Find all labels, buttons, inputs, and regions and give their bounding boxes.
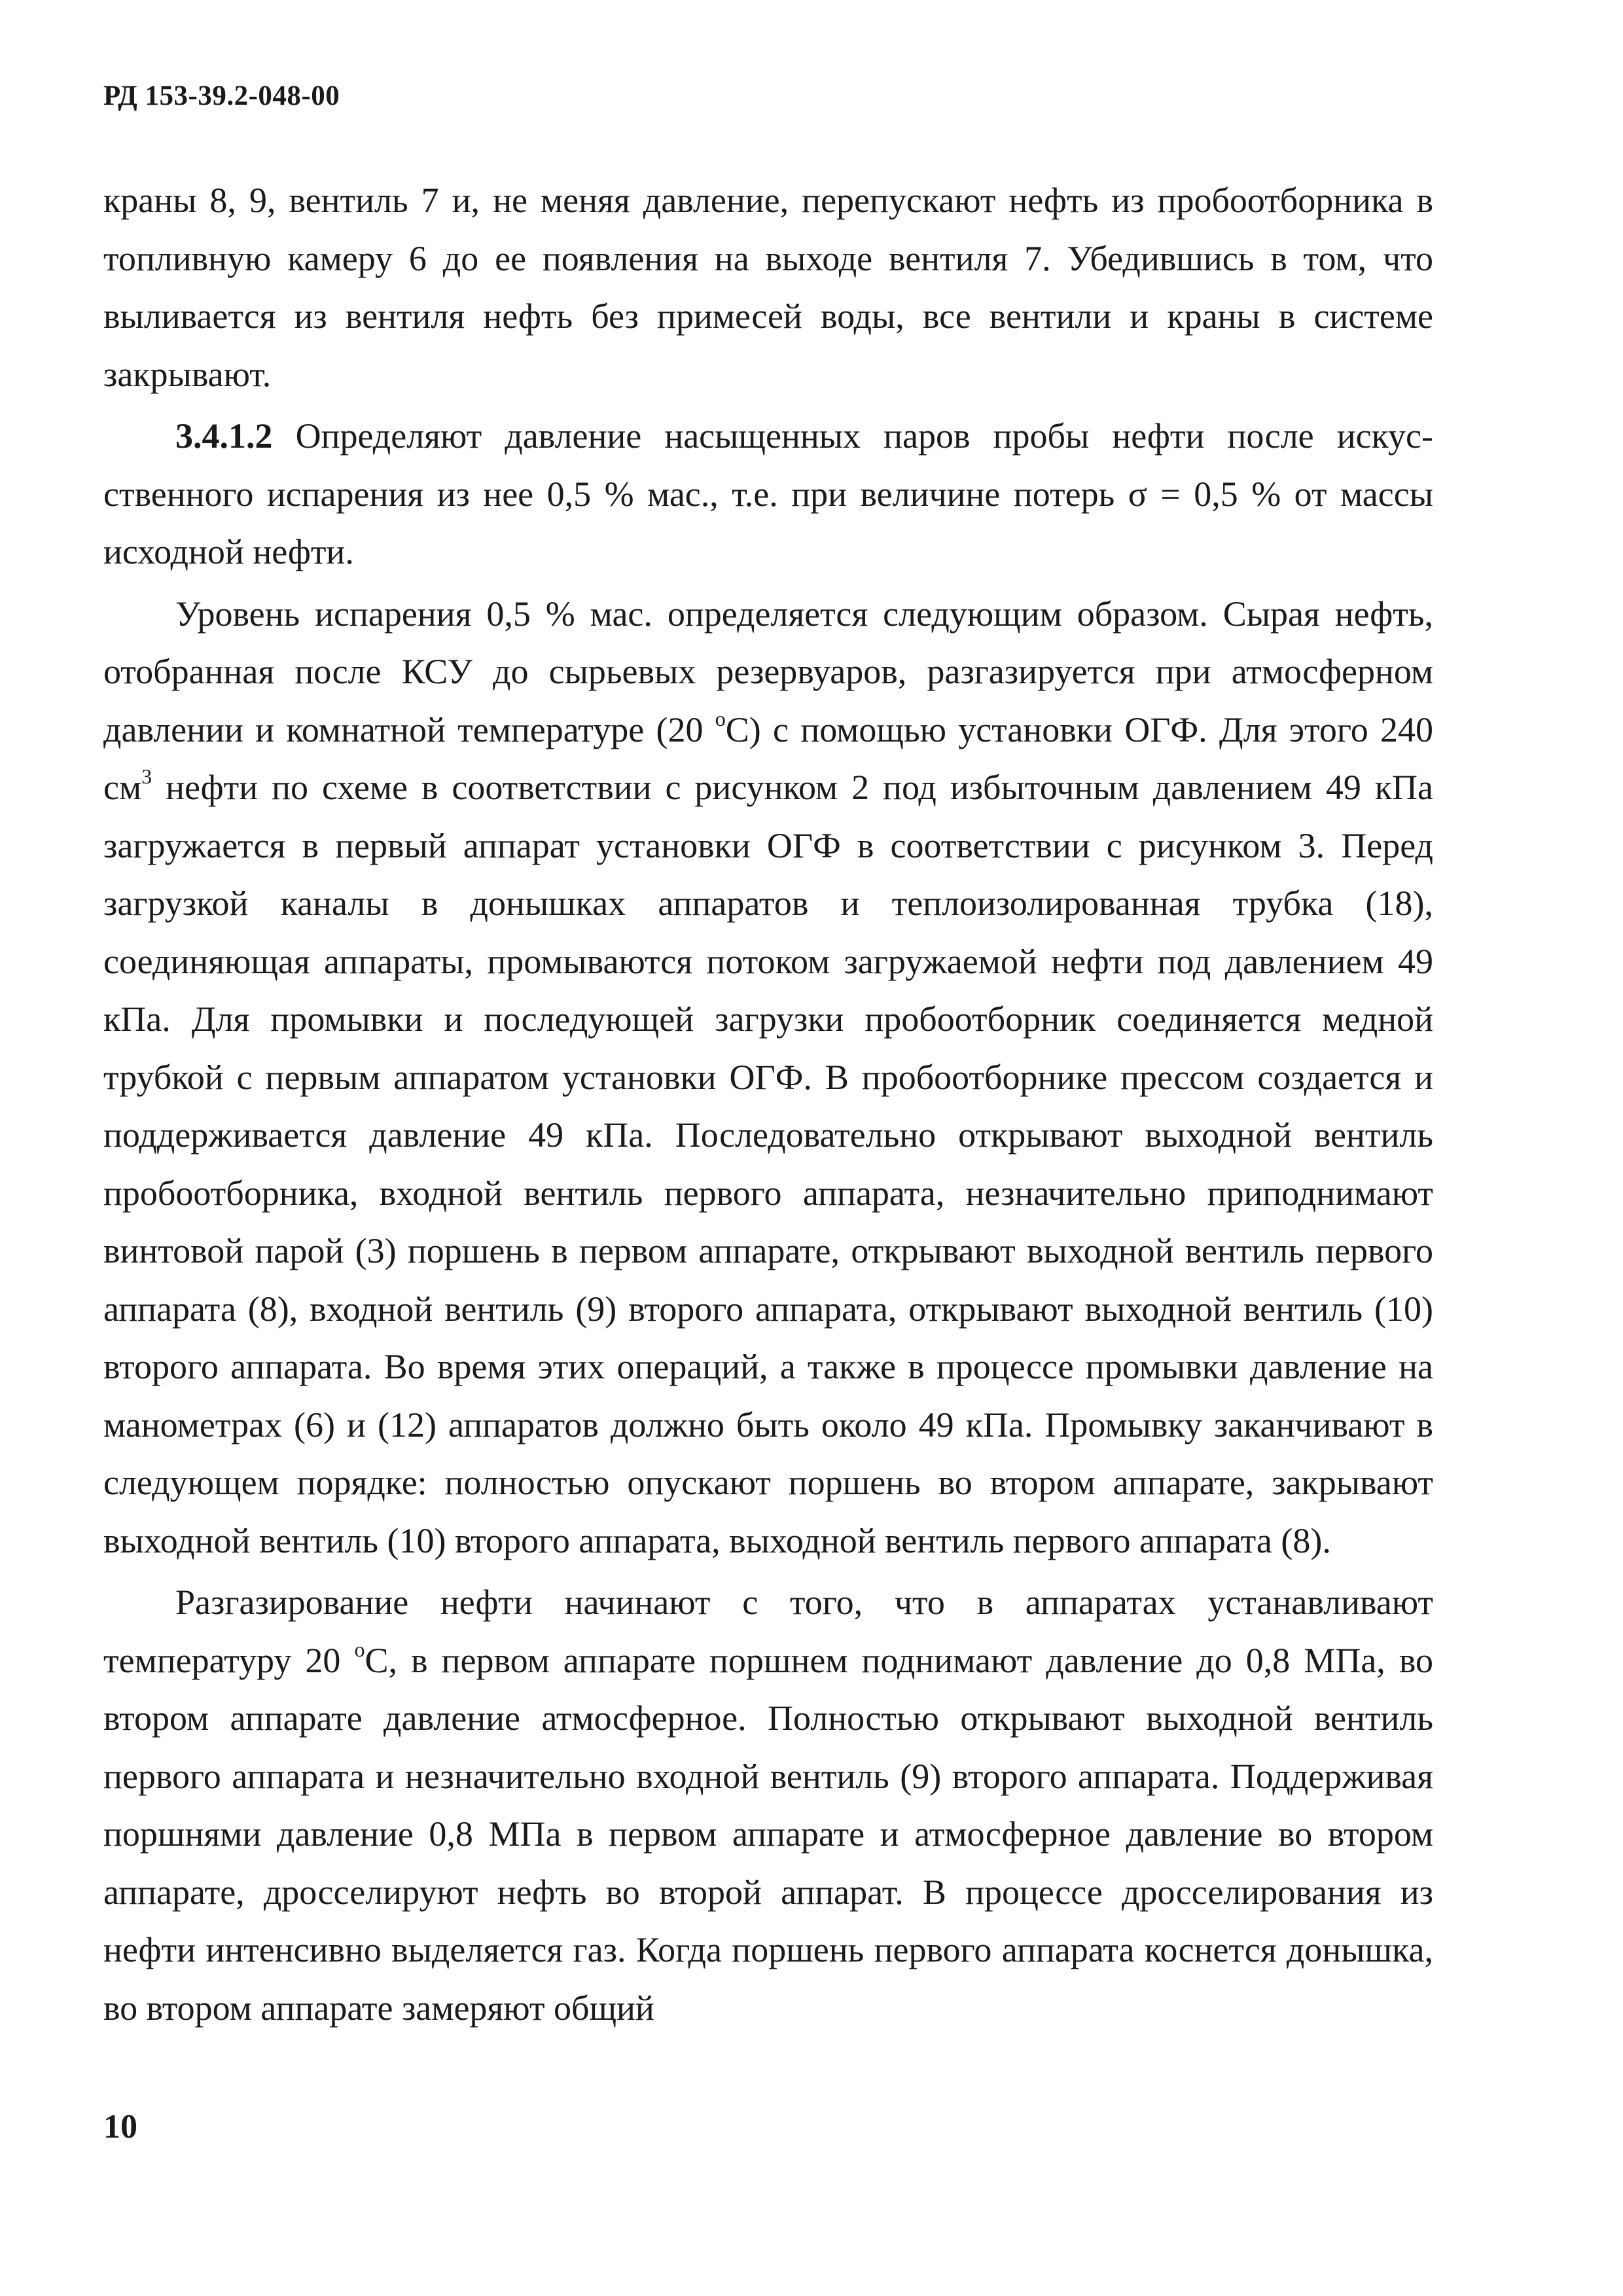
clause-number: 3.4.1.2: [175, 416, 273, 456]
paragraph-text-part: С) с помощью установки ОГФ. Для этого 240 см: [103, 709, 1433, 807]
paragraph-text-part: Разгазирование нефти начинают с того, что в аппаратах устанавливают температуру 20: [103, 1583, 1433, 1680]
paragraph-text-part: С, в первом аппарате поршнем поднимают давление до 0,8 МПа, во втором аппарате давление атмосферное. Полностью открывают выходной вентиль первого аппарата и незначительно входной вентиль (9) второго аппарата. Поддерживая поршнями давление 0,8 МПа в первом аппарате и атмосферное давление во втором аппарате, дросселируют нефть во второй аппарат. В процессе дросселирования из нефти интенсивно выделяется газ. Когда поршень первого аппарата коснется донышка, во втором аппарате замеряют общий: [103, 1640, 1433, 2028]
paragraph-text-part: Уровень испарения 0,5 % мас. определяется следующим образом. Сырая нефть, отобранная после КСУ до сырьевых резервуаров, разгазируется при атмосферном давлении и комнатной температуре (20: [103, 594, 1433, 749]
cubic-superscript: 3: [141, 764, 152, 788]
body-text: [103, 171, 1433, 2037]
page-number: 10: [103, 2108, 137, 2145]
clause-text: Определяют давление насыщенных паров пробы нефти после искусственного испарения из нее 0,5 % мас., т.е. при величине потерь σ = 0,5 % от массы исходной нефти.: [103, 416, 1433, 571]
paragraph-clause-3-4-1-2: [103, 407, 1433, 581]
degree-superscript: о: [715, 706, 726, 730]
paragraph-evaporation-level: [103, 585, 1433, 1570]
degree-superscript: о: [354, 1637, 365, 1661]
paragraph-text-part: нефти по схеме в соответствии с рисунком 2 под избыточным давлением 49 кПа загружается в первый аппарат установки ОГФ в соответствии с рисунком 3. Перед загрузкой каналы в донышках аппаратов и теплоизолированная трубка (18), соединяющая аппараты, промываются потоком загружаемой нефти под давлением 49 кПа. Для промывки и последующей загрузки пробоотборник соединяется медной трубкой с первым аппаратом установки ОГФ. В пробоотборнике прессом создается и поддерживается давление 49 кПа. Последовательно открывают выходной вентиль пробоотборника, входной вентиль первого аппарата, незначительно приподнимают винтовой парой (3) поршень в первом аппарате, открывают выходной вентиль первого аппарата (8), входной вентиль (9) второго аппарата, открывают выходной вентиль (10) второго аппарата. Во время этих операций, а также в процессе промывки давление на манометрах (6) и (12) аппаратов должно быть около 49 кПа. Промывку заканчивают в следующем порядке: полностью опускают поршень во втором аппарате, закрывают выходной вентиль (10) второго аппарата, выходной вентиль первого аппарата (8).: [103, 768, 1433, 1560]
paragraph-continuation: краны 8, 9, вентиль 7 и, не меняя давление, перепускают нефть из пробоотборника в топливную камеру 6 до ее появления на выходе вентиля 7. Убедившись в том, что выливается из вентиля нефть без примесей воды, все вентили и краны в системе закрывают.: [103, 181, 1433, 394]
document-code: РД 153-39.2-048-00: [103, 81, 340, 111]
paragraph-degassing: [103, 1573, 1433, 2037]
